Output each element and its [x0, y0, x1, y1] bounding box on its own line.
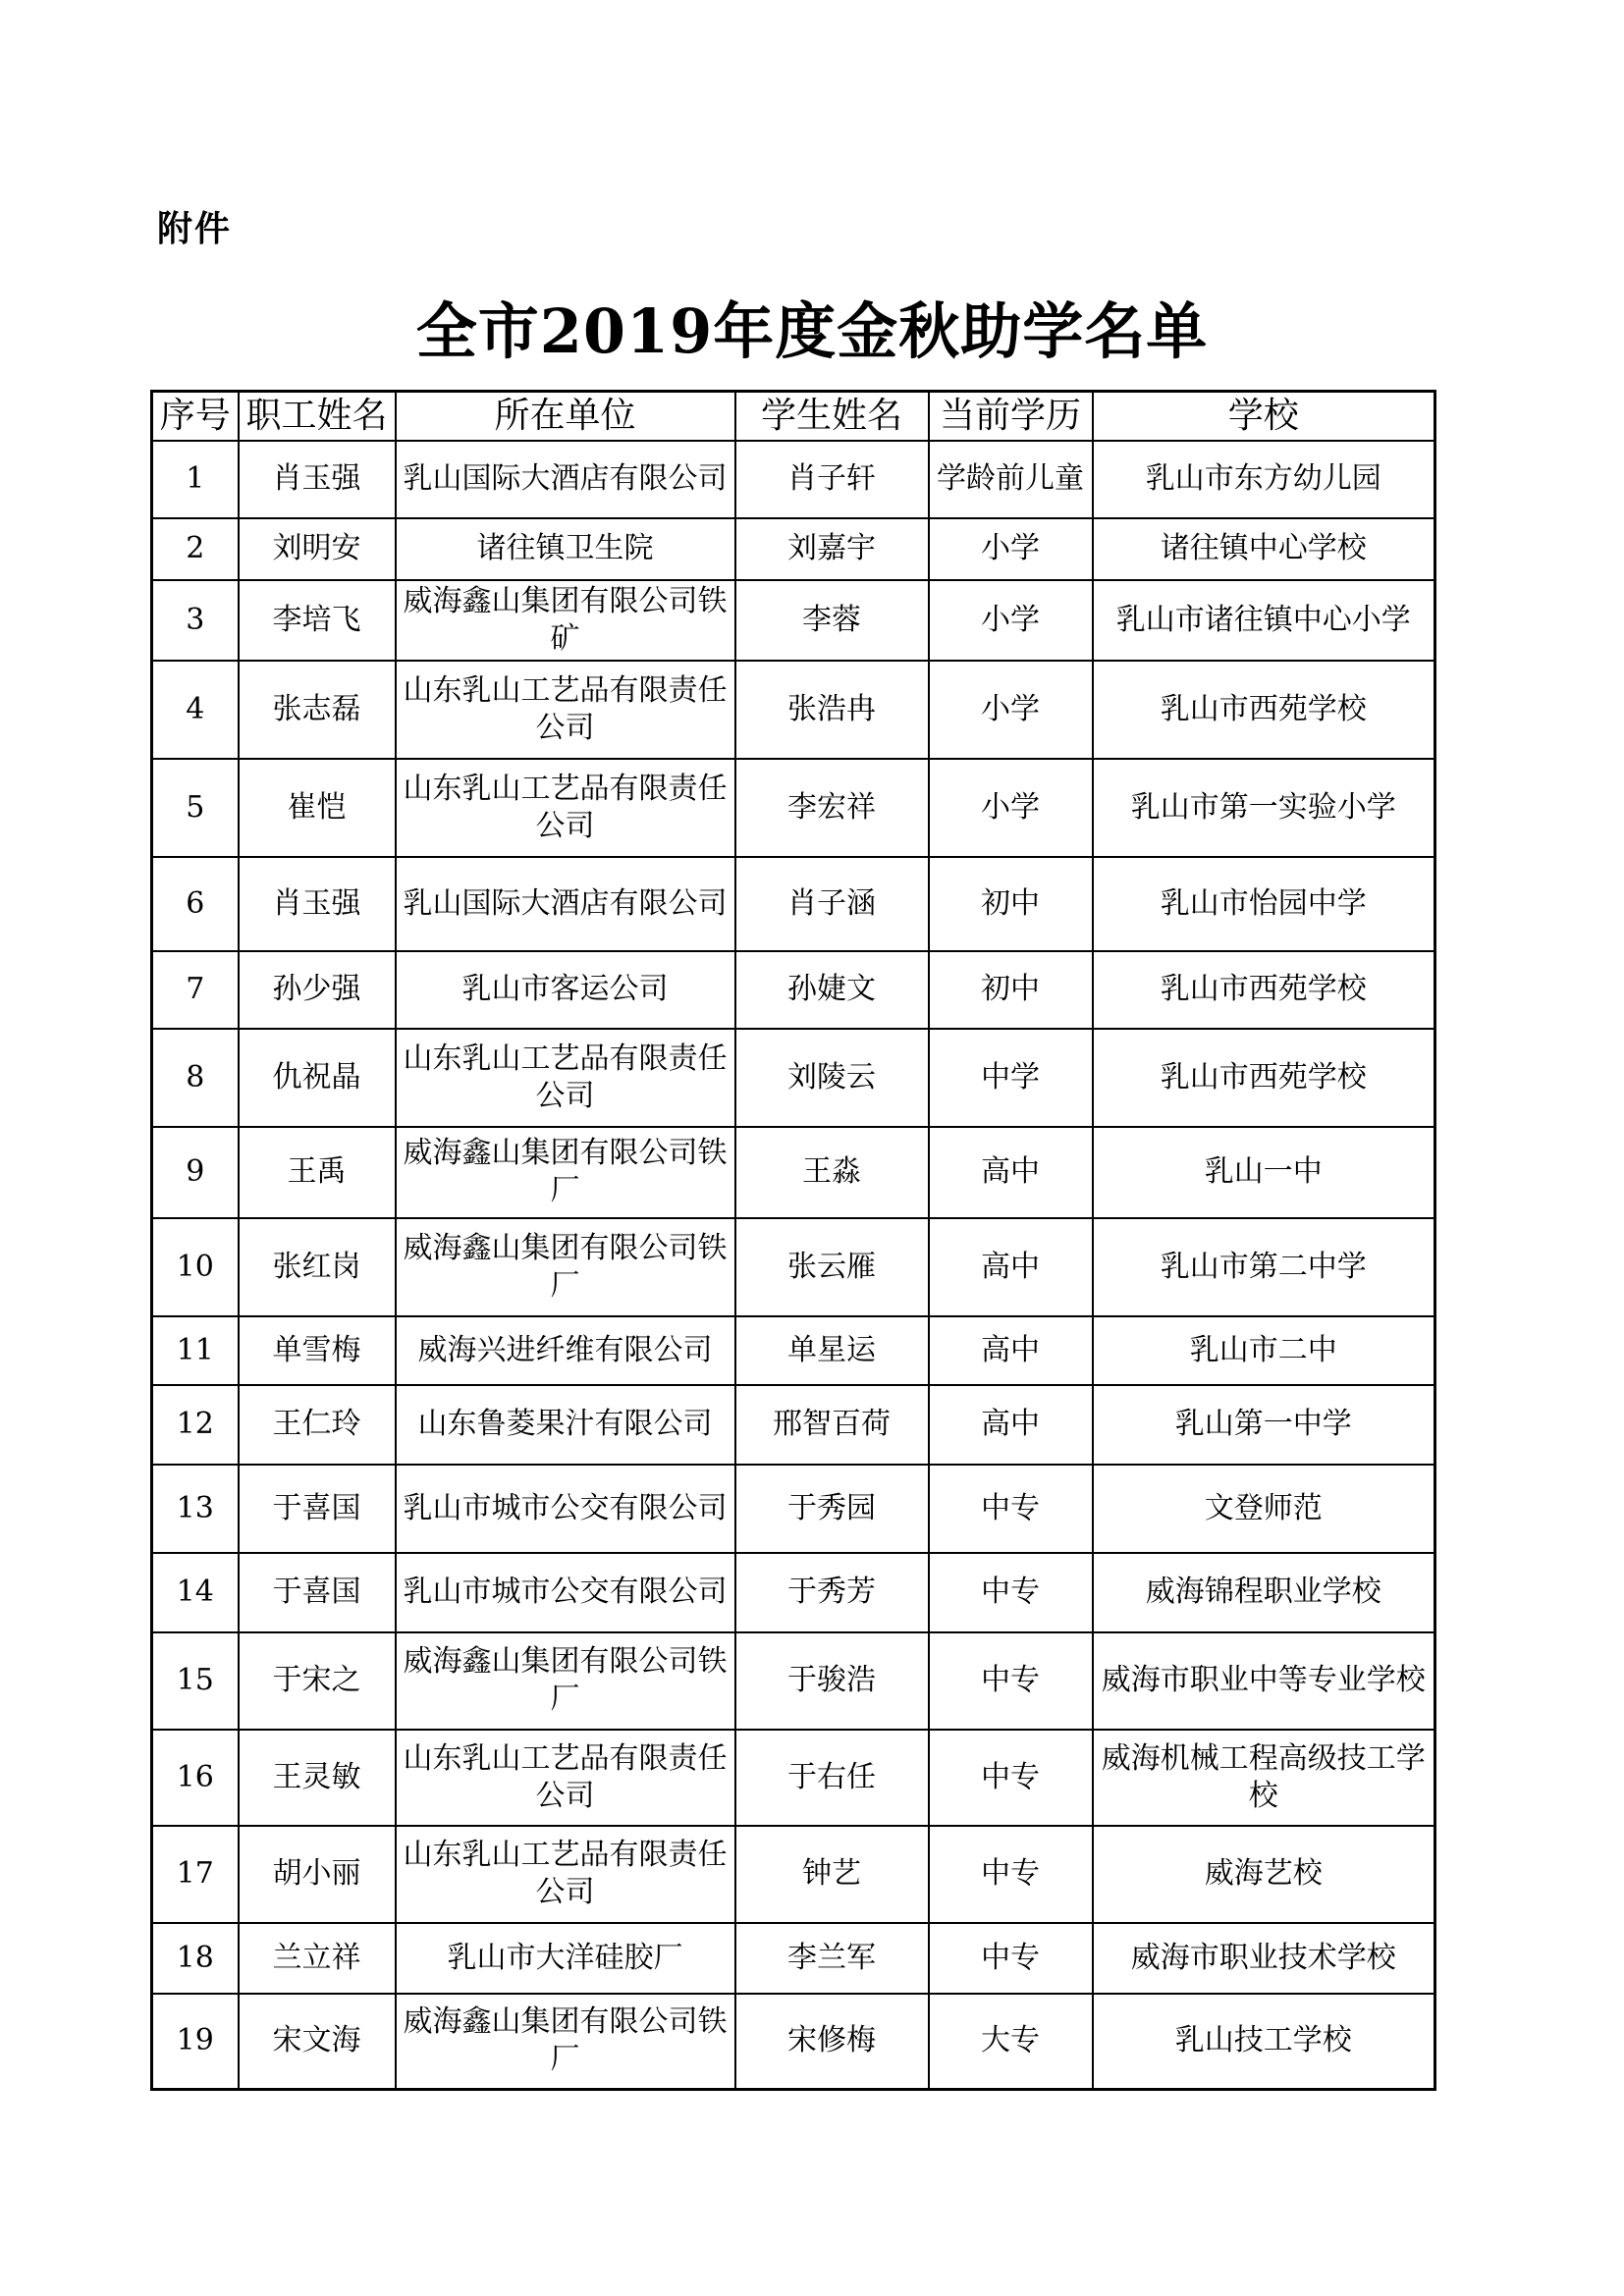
- education-level: 中专: [929, 1730, 1093, 1826]
- worker-name: 胡小丽: [239, 1826, 396, 1923]
- unit-name: 山东乳山工艺品有限责任公司: [396, 759, 735, 857]
- education-level: 高中: [929, 1218, 1093, 1316]
- worker-name: 张志磊: [239, 661, 396, 759]
- education-level: 初中: [929, 951, 1093, 1029]
- student-name: 李兰军: [735, 1923, 929, 1994]
- student-name: 肖子轩: [735, 441, 929, 518]
- table-row: [152, 661, 1435, 759]
- education-level: 学龄前儿童: [929, 441, 1093, 518]
- table-row: [152, 1632, 1435, 1730]
- worker-name: 张红岗: [239, 1218, 396, 1316]
- header-worker-name: 职工姓名: [239, 392, 396, 441]
- table-header-row: [152, 392, 1435, 441]
- education-level: 小学: [929, 580, 1093, 661]
- school-name: 乳山市西苑学校: [1093, 1029, 1435, 1127]
- row-seq: 4: [152, 661, 239, 759]
- worker-name: 单雪梅: [239, 1316, 396, 1385]
- row-seq: 8: [152, 1029, 239, 1127]
- student-name: 孙婕文: [735, 951, 929, 1029]
- education-level: 高中: [929, 1127, 1093, 1218]
- row-seq: 6: [152, 857, 239, 951]
- table-row: [152, 1385, 1435, 1465]
- row-seq: 7: [152, 951, 239, 1029]
- education-level: 中专: [929, 1826, 1093, 1923]
- school-name: 乳山市西苑学校: [1093, 661, 1435, 759]
- worker-name: 王灵敏: [239, 1730, 396, 1826]
- unit-name: 威海鑫山集团有限公司铁厂: [396, 1127, 735, 1218]
- header-school: 学校: [1093, 392, 1435, 441]
- student-name: 刘嘉宇: [735, 518, 929, 580]
- table-row: [152, 1127, 1435, 1218]
- row-seq: 12: [152, 1385, 239, 1465]
- student-name: 李宏祥: [735, 759, 929, 857]
- education-level: 小学: [929, 661, 1093, 759]
- education-level: 中专: [929, 1465, 1093, 1553]
- student-name: 刘陵云: [735, 1029, 929, 1127]
- table-row: [152, 1316, 1435, 1385]
- worker-name: 刘明安: [239, 518, 396, 580]
- education-level: 小学: [929, 759, 1093, 857]
- table-row: [152, 441, 1435, 518]
- table-row: [152, 1029, 1435, 1127]
- row-seq: 17: [152, 1826, 239, 1923]
- school-name: 威海锦程职业学校: [1093, 1553, 1435, 1632]
- table-row: [152, 759, 1435, 857]
- school-name: 乳山技工学校: [1093, 1994, 1435, 2090]
- education-level: 初中: [929, 857, 1093, 951]
- student-name: 张云雁: [735, 1218, 929, 1316]
- unit-name: 山东乳山工艺品有限责任公司: [396, 1826, 735, 1923]
- worker-name: 宋文海: [239, 1994, 396, 2090]
- student-name: 于秀园: [735, 1465, 929, 1553]
- student-name: 于骏浩: [735, 1632, 929, 1730]
- unit-name: 威海鑫山集团有限公司铁厂: [396, 1632, 735, 1730]
- table-row: [152, 1465, 1435, 1553]
- unit-name: 乳山市大洋硅胶厂: [396, 1923, 735, 1994]
- table-row: [152, 580, 1435, 661]
- unit-name: 乳山市城市公交有限公司: [396, 1553, 735, 1632]
- school-name: 文登师范: [1093, 1465, 1435, 1553]
- education-level: 高中: [929, 1316, 1093, 1385]
- unit-name: 威海兴进纤维有限公司: [396, 1316, 735, 1385]
- row-seq: 14: [152, 1553, 239, 1632]
- table-row: [152, 951, 1435, 1029]
- unit-name: 山东鲁菱果汁有限公司: [396, 1385, 735, 1465]
- education-level: 中专: [929, 1923, 1093, 1994]
- unit-name: 山东乳山工艺品有限责任公司: [396, 661, 735, 759]
- student-name: 于右任: [735, 1730, 929, 1826]
- school-name: 乳山一中: [1093, 1127, 1435, 1218]
- row-seq: 1: [152, 441, 239, 518]
- school-name: 威海机械工程高级技工学校: [1093, 1730, 1435, 1826]
- unit-name: 威海鑫山集团有限公司铁厂: [396, 1218, 735, 1316]
- worker-name: 于喜国: [239, 1553, 396, 1632]
- school-name: 乳山市二中: [1093, 1316, 1435, 1385]
- school-name: 乳山市第一实验小学: [1093, 759, 1435, 857]
- unit-name: 诸往镇卫生院: [396, 518, 735, 580]
- table-row: [152, 1994, 1435, 2090]
- student-name: 钟艺: [735, 1826, 929, 1923]
- row-seq: 2: [152, 518, 239, 580]
- row-seq: 11: [152, 1316, 239, 1385]
- row-seq: 9: [152, 1127, 239, 1218]
- header-unit: 所在单位: [396, 392, 735, 441]
- table-row: [152, 1553, 1435, 1632]
- school-name: 威海艺校: [1093, 1826, 1435, 1923]
- student-name: 邢智百荷: [735, 1385, 929, 1465]
- student-aid-table: [150, 390, 1436, 2091]
- header-education-level: 当前学历: [929, 392, 1093, 441]
- unit-name: 乳山国际大酒店有限公司: [396, 857, 735, 951]
- school-name: 诸往镇中心学校: [1093, 518, 1435, 580]
- header-seq: 序号: [152, 392, 239, 441]
- worker-name: 肖玉强: [239, 441, 396, 518]
- header-student-name: 学生姓名: [735, 392, 929, 441]
- unit-name: 乳山市客运公司: [396, 951, 735, 1029]
- row-seq: 5: [152, 759, 239, 857]
- worker-name: 王禹: [239, 1127, 396, 1218]
- school-name: 乳山市西苑学校: [1093, 951, 1435, 1029]
- student-name: 宋修梅: [735, 1994, 929, 2090]
- student-name: 李蓉: [735, 580, 929, 661]
- education-level: 中专: [929, 1553, 1093, 1632]
- worker-name: 王仁玲: [239, 1385, 396, 1465]
- education-level: 中专: [929, 1632, 1093, 1730]
- row-seq: 19: [152, 1994, 239, 2090]
- worker-name: 于宋之: [239, 1632, 396, 1730]
- school-name: 威海市职业中等专业学校: [1093, 1632, 1435, 1730]
- unit-name: 威海鑫山集团有限公司铁矿: [396, 580, 735, 661]
- unit-name: 山东乳山工艺品有限责任公司: [396, 1029, 735, 1127]
- document-title: 全市2019年度金秋助学名单: [415, 295, 1209, 367]
- worker-name: 于喜国: [239, 1465, 396, 1553]
- row-seq: 18: [152, 1923, 239, 1994]
- student-name: 张浩冉: [735, 661, 929, 759]
- table-row: [152, 1826, 1435, 1923]
- school-name: 威海市职业技术学校: [1093, 1923, 1435, 1994]
- table-row: [152, 1218, 1435, 1316]
- education-level: 高中: [929, 1385, 1093, 1465]
- school-name: 乳山第一中学: [1093, 1385, 1435, 1465]
- school-name: 乳山市东方幼儿园: [1093, 441, 1435, 518]
- worker-name: 李培飞: [239, 580, 396, 661]
- worker-name: 肖玉强: [239, 857, 396, 951]
- worker-name: 孙少强: [239, 951, 396, 1029]
- row-seq: 16: [152, 1730, 239, 1826]
- worker-name: 崔恺: [239, 759, 396, 857]
- unit-name: 山东乳山工艺品有限责任公司: [396, 1730, 735, 1826]
- attachment-label: 附件: [157, 209, 233, 249]
- row-seq: 10: [152, 1218, 239, 1316]
- worker-name: 仇祝晶: [239, 1029, 396, 1127]
- worker-name: 兰立祥: [239, 1923, 396, 1994]
- table-row: [152, 857, 1435, 951]
- school-name: 乳山市第二中学: [1093, 1218, 1435, 1316]
- student-name: 单星运: [735, 1316, 929, 1385]
- education-level: 小学: [929, 518, 1093, 580]
- student-name: 王淼: [735, 1127, 929, 1218]
- table-row: [152, 518, 1435, 580]
- school-name: 乳山市怡园中学: [1093, 857, 1435, 951]
- unit-name: 威海鑫山集团有限公司铁厂: [396, 1994, 735, 2090]
- unit-name: 乳山市城市公交有限公司: [396, 1465, 735, 1553]
- row-seq: 3: [152, 580, 239, 661]
- education-level: 大专: [929, 1994, 1093, 2090]
- student-name: 于秀芳: [735, 1553, 929, 1632]
- table-row: [152, 1923, 1435, 1994]
- education-level: 中学: [929, 1029, 1093, 1127]
- student-name: 肖子涵: [735, 857, 929, 951]
- unit-name: 乳山国际大酒店有限公司: [396, 441, 735, 518]
- row-seq: 13: [152, 1465, 239, 1553]
- table-row: [152, 1730, 1435, 1826]
- row-seq: 15: [152, 1632, 239, 1730]
- school-name: 乳山市诸往镇中心小学: [1093, 580, 1435, 661]
